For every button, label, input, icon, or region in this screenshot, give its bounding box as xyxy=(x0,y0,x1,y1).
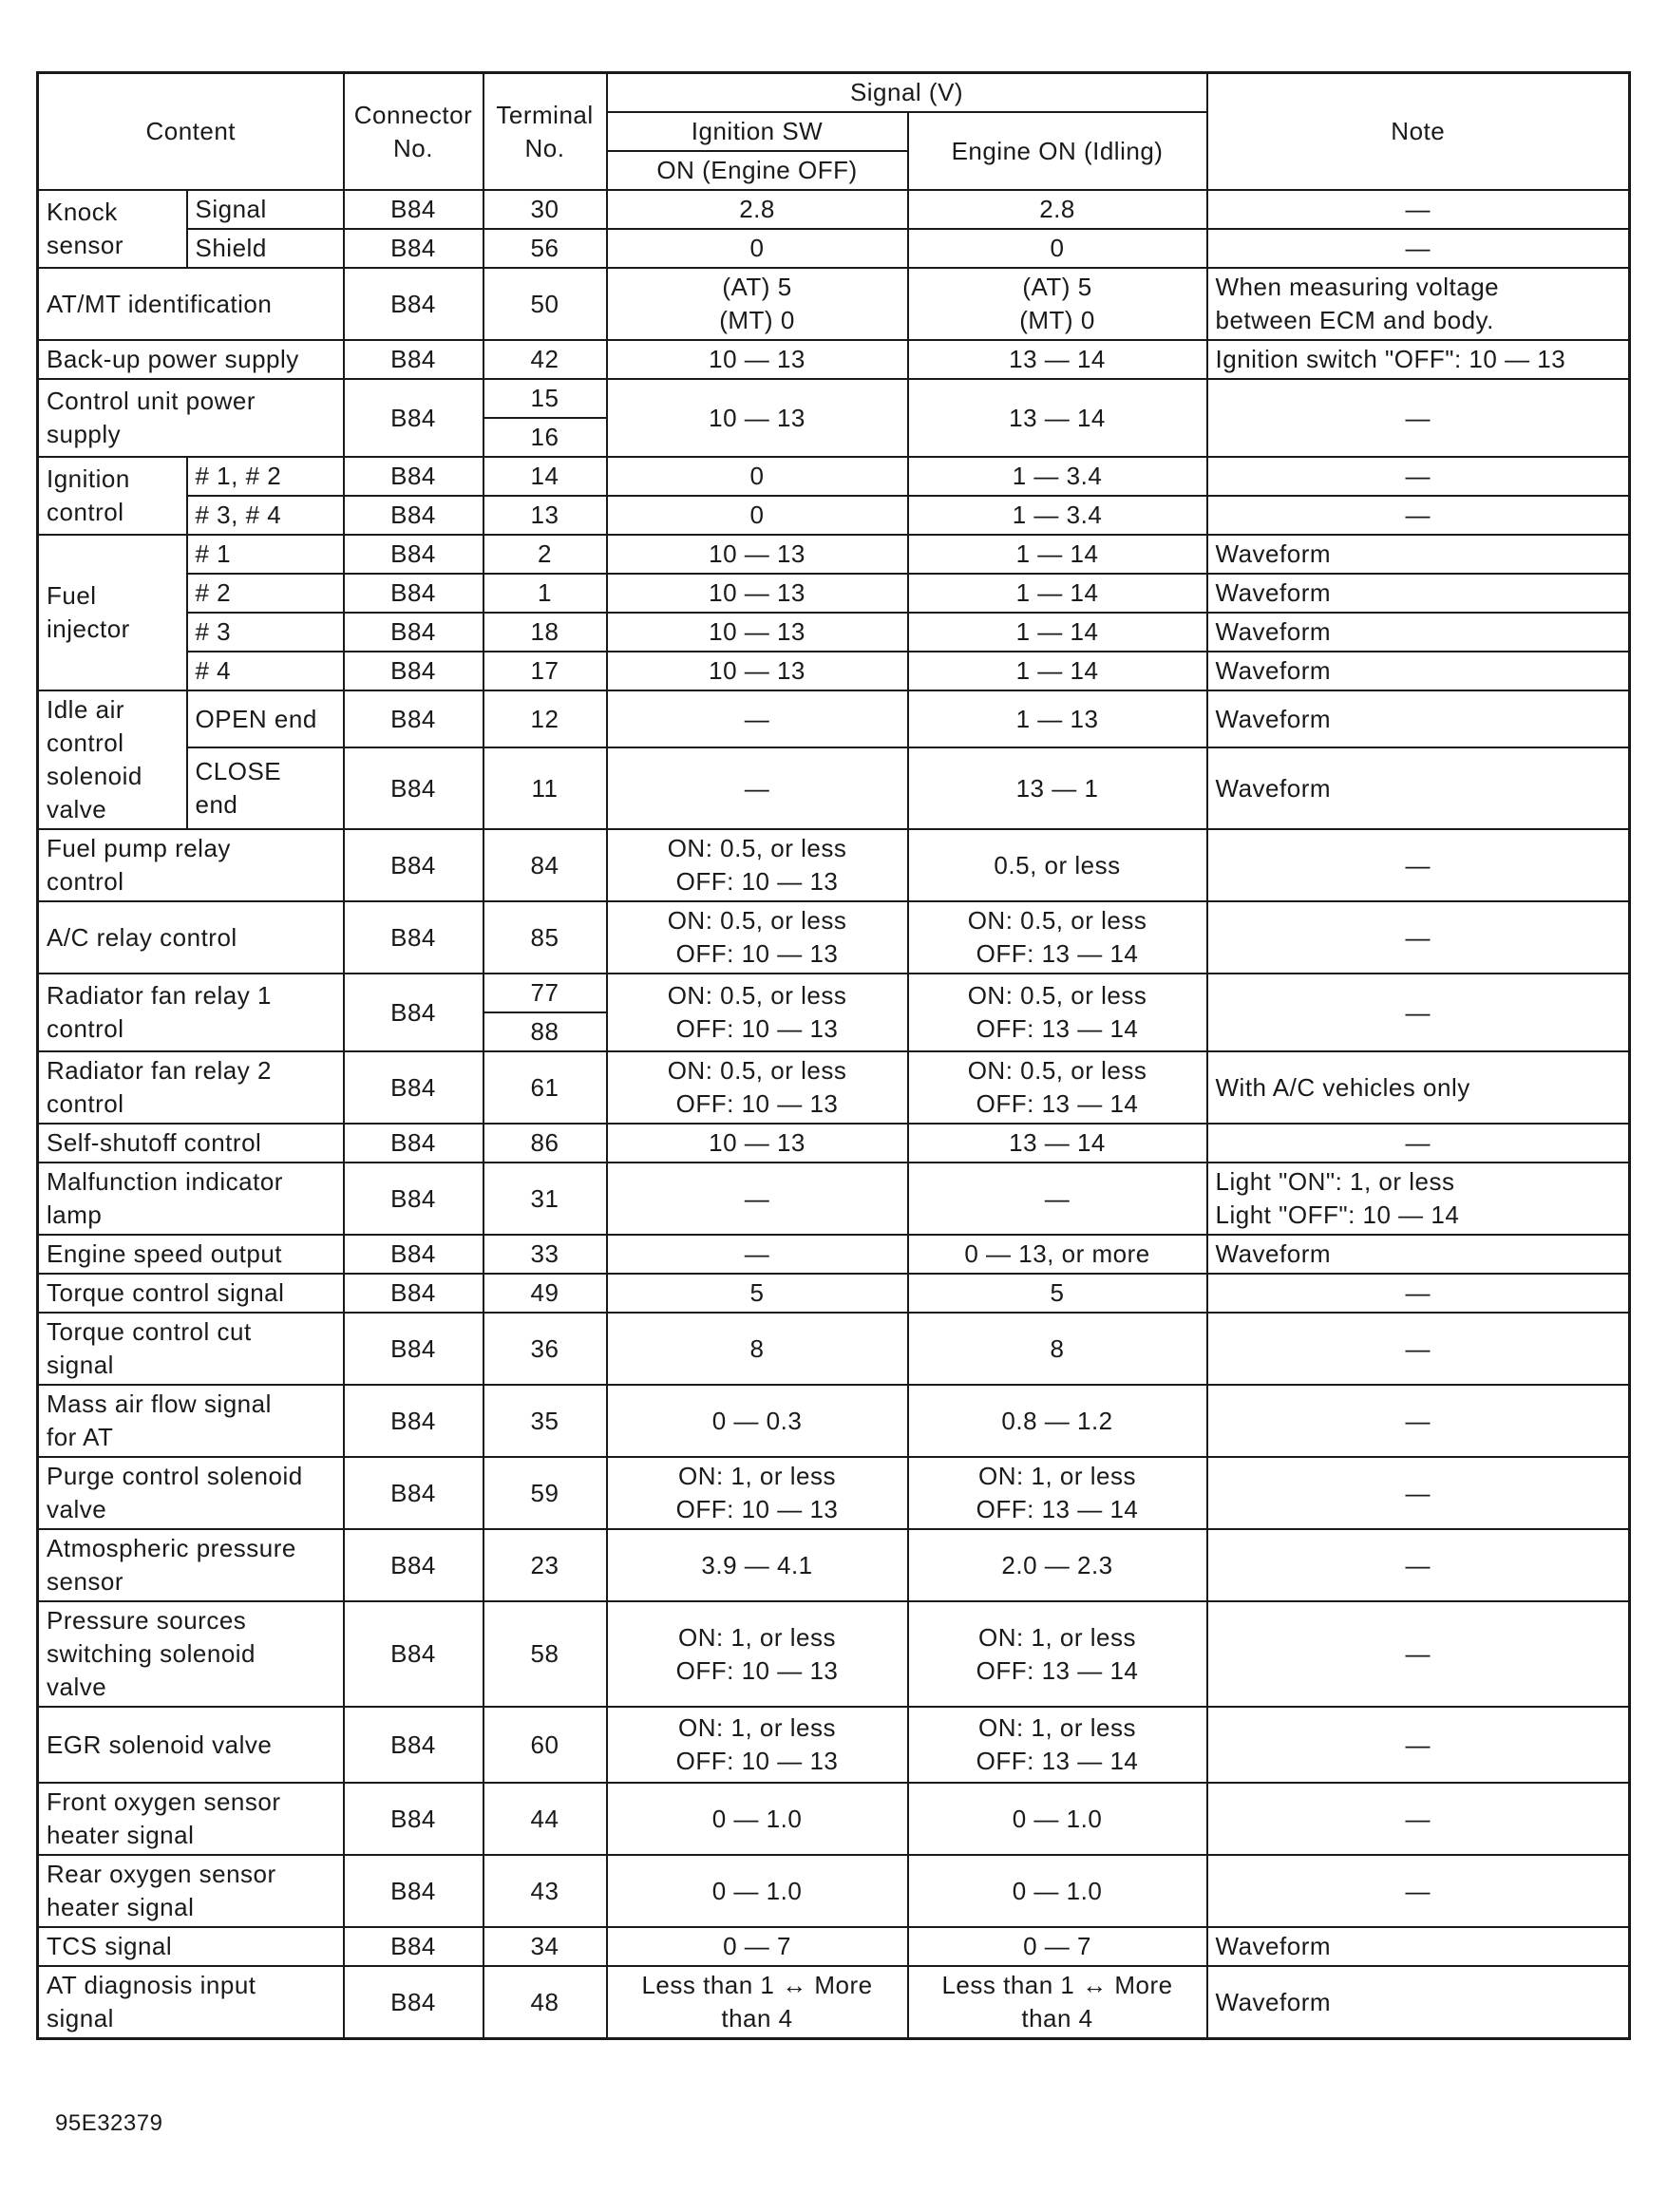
table-row xyxy=(38,496,1630,535)
table-row xyxy=(38,1313,1630,1385)
ignition-signal-cell: ON: 1, or less OFF: 10 — 13 xyxy=(607,1601,908,1707)
connector-cell: B84 xyxy=(344,457,483,496)
connector-cell: B84 xyxy=(344,229,483,268)
engine-signal-cell: 2.8 xyxy=(908,190,1207,229)
ignition-signal-cell: (AT) 5 (MT) 0 xyxy=(607,268,908,340)
connector-cell: B84 xyxy=(344,974,483,1051)
note-cell: When measuring voltage between ECM and body. xyxy=(1207,268,1630,340)
table-row xyxy=(38,574,1630,613)
table-row xyxy=(38,1163,1630,1235)
engine-signal-cell: 2.0 — 2.3 xyxy=(908,1529,1207,1601)
sub-label: # 3 xyxy=(187,613,344,652)
terminal-cell: 12 xyxy=(483,690,607,747)
note-cell: — xyxy=(1207,1385,1630,1457)
terminal-cell: 23 xyxy=(483,1529,607,1601)
group-label: Knock sensor xyxy=(38,190,187,268)
connector-cell: B84 xyxy=(344,1235,483,1274)
note-cell: Light "ON": 1, or less Light "OFF": 10 — 14 xyxy=(1207,1163,1630,1235)
table-body xyxy=(38,190,1630,2039)
content-label: Back-up power supply xyxy=(38,340,344,379)
content-label: Front oxygen sensor heater signal xyxy=(38,1783,344,1855)
engine-signal-cell: 1 — 14 xyxy=(908,613,1207,652)
ignition-signal-cell: ON: 0.5, or less OFF: 10 — 13 xyxy=(607,829,908,901)
table-row xyxy=(38,747,1630,829)
engine-signal-cell: ON: 0.5, or less OFF: 13 — 14 xyxy=(908,1051,1207,1124)
header-content: Content xyxy=(38,73,344,191)
terminal-cell: 31 xyxy=(483,1163,607,1235)
connector-cell: B84 xyxy=(344,496,483,535)
content-label: Purge control solenoid valve xyxy=(38,1457,344,1529)
table-row xyxy=(38,535,1630,574)
ignition-signal-cell: Less than 1 ↔ More than 4 xyxy=(607,1966,908,2039)
terminal-cell: 33 xyxy=(483,1235,607,1274)
engine-signal-cell: 5 xyxy=(908,1274,1207,1313)
engine-signal-cell: 1 — 14 xyxy=(908,652,1207,690)
engine-signal-cell: ON: 0.5, or less OFF: 13 — 14 xyxy=(908,901,1207,974)
table-row xyxy=(38,1601,1630,1707)
ignition-signal-cell: 10 — 13 xyxy=(607,574,908,613)
engine-signal-cell: — xyxy=(908,1163,1207,1235)
terminal-cell: 36 xyxy=(483,1313,607,1385)
connector-cell: B84 xyxy=(344,379,483,457)
sub-label: # 3, # 4 xyxy=(187,496,344,535)
content-label: Malfunction indicator lamp xyxy=(38,1163,344,1235)
ignition-signal-cell: ON: 0.5, or less OFF: 10 — 13 xyxy=(607,974,908,1051)
note-cell: — xyxy=(1207,1313,1630,1385)
engine-signal-cell: 0 — 1.0 xyxy=(908,1783,1207,1855)
engine-signal-cell: 1 — 3.4 xyxy=(908,496,1207,535)
note-cell: Waveform xyxy=(1207,690,1630,747)
engine-signal-cell: 13 — 14 xyxy=(908,379,1207,457)
ignition-signal-cell: ON: 0.5, or less OFF: 10 — 13 xyxy=(607,1051,908,1124)
connector-cell: B84 xyxy=(344,1927,483,1966)
ignition-signal-cell: ON: 1, or less OFF: 10 — 13 xyxy=(607,1457,908,1529)
group-label: Fuel injector xyxy=(38,535,187,690)
table-row xyxy=(38,974,1630,1012)
ignition-signal-cell: 8 xyxy=(607,1313,908,1385)
note-cell: Waveform xyxy=(1207,1235,1630,1274)
terminal-cell: 43 xyxy=(483,1855,607,1927)
connector-cell: B84 xyxy=(344,1051,483,1124)
note-cell: Waveform xyxy=(1207,652,1630,690)
terminal-cell: 88 xyxy=(483,1012,607,1051)
engine-signal-cell: (AT) 5 (MT) 0 xyxy=(908,268,1207,340)
engine-signal-cell: 1 — 13 xyxy=(908,690,1207,747)
note-cell: — xyxy=(1207,379,1630,457)
sub-label: OPEN end xyxy=(187,690,344,747)
group-label: Ignition control xyxy=(38,457,187,535)
connector-cell: B84 xyxy=(344,1313,483,1385)
table-row xyxy=(38,457,1630,496)
sub-label: # 2 xyxy=(187,574,344,613)
header-engine-on: Engine ON (Idling) xyxy=(908,112,1207,190)
sub-label: CLOSE end xyxy=(187,747,344,829)
content-label: Rear oxygen sensor heater signal xyxy=(38,1855,344,1927)
sub-label: # 1, # 2 xyxy=(187,457,344,496)
note-cell: Waveform xyxy=(1207,747,1630,829)
table-header xyxy=(38,73,1630,191)
note-cell: — xyxy=(1207,1274,1630,1313)
connector-cell: B84 xyxy=(344,652,483,690)
connector-cell: B84 xyxy=(344,574,483,613)
note-cell: — xyxy=(1207,1457,1630,1529)
note-cell: Ignition switch "OFF": 10 — 13 xyxy=(1207,340,1630,379)
engine-signal-cell: ON: 1, or less OFF: 13 — 14 xyxy=(908,1707,1207,1783)
header-signal: Signal (V) xyxy=(607,73,1207,113)
connector-cell: B84 xyxy=(344,1601,483,1707)
terminal-cell: 44 xyxy=(483,1783,607,1855)
content-label: Radiator fan relay 2 control xyxy=(38,1051,344,1124)
table-row xyxy=(38,1274,1630,1313)
ignition-signal-cell: — xyxy=(607,747,908,829)
engine-signal-cell: 0.5, or less xyxy=(908,829,1207,901)
ignition-signal-cell: — xyxy=(607,690,908,747)
connector-cell: B84 xyxy=(344,1163,483,1235)
connector-cell: B84 xyxy=(344,1124,483,1163)
sub-label: # 4 xyxy=(187,652,344,690)
ignition-signal-cell: 10 — 13 xyxy=(607,1124,908,1163)
terminal-cell: 60 xyxy=(483,1707,607,1783)
content-label: Atmospheric pressure sensor xyxy=(38,1529,344,1601)
note-cell: — xyxy=(1207,229,1630,268)
content-label: Control unit power supply xyxy=(38,379,344,457)
content-label: Pressure sources switching solenoid valve xyxy=(38,1601,344,1707)
terminal-cell: 13 xyxy=(483,496,607,535)
content-label: Torque control signal xyxy=(38,1274,344,1313)
terminal-cell: 84 xyxy=(483,829,607,901)
engine-signal-cell: 0.8 — 1.2 xyxy=(908,1385,1207,1457)
connector-cell: B84 xyxy=(344,613,483,652)
engine-signal-cell: 0 — 7 xyxy=(908,1927,1207,1966)
engine-signal-cell: 13 — 14 xyxy=(908,340,1207,379)
terminal-cell: 42 xyxy=(483,340,607,379)
engine-signal-cell: 1 — 14 xyxy=(908,535,1207,574)
note-cell: With A/C vehicles only xyxy=(1207,1051,1630,1124)
engine-signal-cell: 0 xyxy=(908,229,1207,268)
engine-signal-cell: 0 — 1.0 xyxy=(908,1855,1207,1927)
terminal-cell: 59 xyxy=(483,1457,607,1529)
engine-signal-cell: ON: 0.5, or less OFF: 13 — 14 xyxy=(908,974,1207,1051)
connector-cell: B84 xyxy=(344,1385,483,1457)
content-label: TCS signal xyxy=(38,1927,344,1966)
note-cell: — xyxy=(1207,1707,1630,1783)
header-note: Note xyxy=(1207,73,1630,191)
terminal-cell: 85 xyxy=(483,901,607,974)
ignition-signal-cell: 0 — 7 xyxy=(607,1927,908,1966)
connector-cell: B84 xyxy=(344,829,483,901)
engine-signal-cell: ON: 1, or less OFF: 13 — 14 xyxy=(908,1601,1207,1707)
note-cell: — xyxy=(1207,1529,1630,1601)
content-label: Fuel pump relay control xyxy=(38,829,344,901)
ignition-signal-cell: — xyxy=(607,1235,908,1274)
engine-signal-cell: 13 — 1 xyxy=(908,747,1207,829)
figure-code: 95E32379 xyxy=(55,2110,163,2136)
table-row xyxy=(38,1855,1630,1927)
content-label: EGR solenoid valve xyxy=(38,1707,344,1783)
ignition-signal-cell: 0 xyxy=(607,229,908,268)
ecm-terminal-table xyxy=(36,71,1631,2040)
connector-cell: B84 xyxy=(344,901,483,974)
engine-signal-cell: 13 — 14 xyxy=(908,1124,1207,1163)
engine-signal-cell: 1 — 3.4 xyxy=(908,457,1207,496)
note-cell: — xyxy=(1207,1124,1630,1163)
note-cell: Waveform xyxy=(1207,535,1630,574)
ignition-signal-cell: 0 — 1.0 xyxy=(607,1783,908,1855)
note-cell: — xyxy=(1207,1783,1630,1855)
table-row xyxy=(38,690,1630,747)
terminal-cell: 2 xyxy=(483,535,607,574)
terminal-cell: 49 xyxy=(483,1274,607,1313)
ignition-signal-cell: 5 xyxy=(607,1274,908,1313)
table-row xyxy=(38,1783,1630,1855)
connector-cell: B84 xyxy=(344,690,483,747)
content-label: Self-shutoff control xyxy=(38,1124,344,1163)
table-row xyxy=(38,1235,1630,1274)
note-cell: Waveform xyxy=(1207,574,1630,613)
terminal-cell: 15 xyxy=(483,379,607,418)
ignition-signal-cell: — xyxy=(607,1163,908,1235)
table-row xyxy=(38,1927,1630,1966)
note-cell: — xyxy=(1207,457,1630,496)
terminal-cell: 77 xyxy=(483,974,607,1012)
engine-signal-cell: 0 — 13, or more xyxy=(908,1235,1207,1274)
terminal-cell: 35 xyxy=(483,1385,607,1457)
note-cell: — xyxy=(1207,974,1630,1051)
table-row xyxy=(38,1457,1630,1529)
content-label: AT diagnosis input signal xyxy=(38,1966,344,2039)
header-ignition-sw-sub: ON (Engine OFF) xyxy=(607,151,908,190)
ignition-signal-cell: 0 xyxy=(607,496,908,535)
connector-cell: B84 xyxy=(344,268,483,340)
note-cell: — xyxy=(1207,829,1630,901)
terminal-cell: 86 xyxy=(483,1124,607,1163)
engine-signal-cell: 8 xyxy=(908,1313,1207,1385)
connector-cell: B84 xyxy=(344,1707,483,1783)
content-label: A/C relay control xyxy=(38,901,344,974)
content-label: Mass air flow signal for AT xyxy=(38,1385,344,1457)
note-cell: Waveform xyxy=(1207,1927,1630,1966)
terminal-cell: 58 xyxy=(483,1601,607,1707)
sub-label: Shield xyxy=(187,229,344,268)
table-row xyxy=(38,901,1630,974)
ignition-signal-cell: 10 — 13 xyxy=(607,535,908,574)
terminal-cell: 1 xyxy=(483,574,607,613)
terminal-cell: 11 xyxy=(483,747,607,829)
note-cell: — xyxy=(1207,190,1630,229)
note-cell: Waveform xyxy=(1207,613,1630,652)
table-row xyxy=(38,1529,1630,1601)
connector-cell: B84 xyxy=(344,340,483,379)
header-terminal: Terminal No. xyxy=(483,73,607,191)
table-row xyxy=(38,340,1630,379)
note-cell: — xyxy=(1207,1855,1630,1927)
note-cell: — xyxy=(1207,901,1630,974)
ignition-signal-cell: 2.8 xyxy=(607,190,908,229)
table-row xyxy=(38,229,1630,268)
terminal-cell: 17 xyxy=(483,652,607,690)
connector-cell: B84 xyxy=(344,1529,483,1601)
ignition-signal-cell: 10 — 13 xyxy=(607,379,908,457)
group-label: Idle air control solenoid valve xyxy=(38,690,187,829)
note-cell: Waveform xyxy=(1207,1966,1630,2039)
terminal-cell: 14 xyxy=(483,457,607,496)
connector-cell: B84 xyxy=(344,1966,483,2039)
header-ignition-sw: Ignition SW xyxy=(607,112,908,151)
ignition-signal-cell: 0 — 0.3 xyxy=(607,1385,908,1457)
table-row xyxy=(38,1966,1630,2039)
connector-cell: B84 xyxy=(344,747,483,829)
ignition-signal-cell: ON: 0.5, or less OFF: 10 — 13 xyxy=(607,901,908,974)
terminal-cell: 34 xyxy=(483,1927,607,1966)
terminal-cell: 18 xyxy=(483,613,607,652)
table-row xyxy=(38,613,1630,652)
connector-cell: B84 xyxy=(344,190,483,229)
table-row xyxy=(38,1707,1630,1783)
content-label: AT/MT identification xyxy=(38,268,344,340)
note-cell: — xyxy=(1207,496,1630,535)
table-row xyxy=(38,379,1630,418)
ignition-signal-cell: ON: 1, or less OFF: 10 — 13 xyxy=(607,1707,908,1783)
content-label: Radiator fan relay 1 control xyxy=(38,974,344,1051)
content-label: Engine speed output xyxy=(38,1235,344,1274)
connector-cell: B84 xyxy=(344,1855,483,1927)
connector-cell: B84 xyxy=(344,1274,483,1313)
connector-cell: B84 xyxy=(344,1783,483,1855)
content-label: Torque control cut signal xyxy=(38,1313,344,1385)
ignition-signal-cell: 3.9 — 4.1 xyxy=(607,1529,908,1601)
sub-label: # 1 xyxy=(187,535,344,574)
ignition-signal-cell: 0 — 1.0 xyxy=(607,1855,908,1927)
terminal-cell: 50 xyxy=(483,268,607,340)
header-connector: Connector No. xyxy=(344,73,483,191)
engine-signal-cell: ON: 1, or less OFF: 13 — 14 xyxy=(908,1457,1207,1529)
terminal-cell: 48 xyxy=(483,1966,607,2039)
connector-cell: B84 xyxy=(344,535,483,574)
terminal-cell: 30 xyxy=(483,190,607,229)
ignition-signal-cell: 10 — 13 xyxy=(607,340,908,379)
ignition-signal-cell: 0 xyxy=(607,457,908,496)
table-row xyxy=(38,652,1630,690)
terminal-cell: 61 xyxy=(483,1051,607,1124)
terminal-cell: 16 xyxy=(483,418,607,457)
ignition-signal-cell: 10 — 13 xyxy=(607,652,908,690)
ignition-signal-cell: 10 — 13 xyxy=(607,613,908,652)
table-row xyxy=(38,1051,1630,1124)
engine-signal-cell: Less than 1 ↔ More than 4 xyxy=(908,1966,1207,2039)
terminal-cell: 56 xyxy=(483,229,607,268)
sub-label: Signal xyxy=(187,190,344,229)
note-cell: — xyxy=(1207,1601,1630,1707)
table-row xyxy=(38,190,1630,229)
engine-signal-cell: 1 — 14 xyxy=(908,574,1207,613)
table-row xyxy=(38,1385,1630,1457)
table-row xyxy=(38,829,1630,901)
connector-cell: B84 xyxy=(344,1457,483,1529)
table-row xyxy=(38,268,1630,340)
table-row xyxy=(38,1124,1630,1163)
